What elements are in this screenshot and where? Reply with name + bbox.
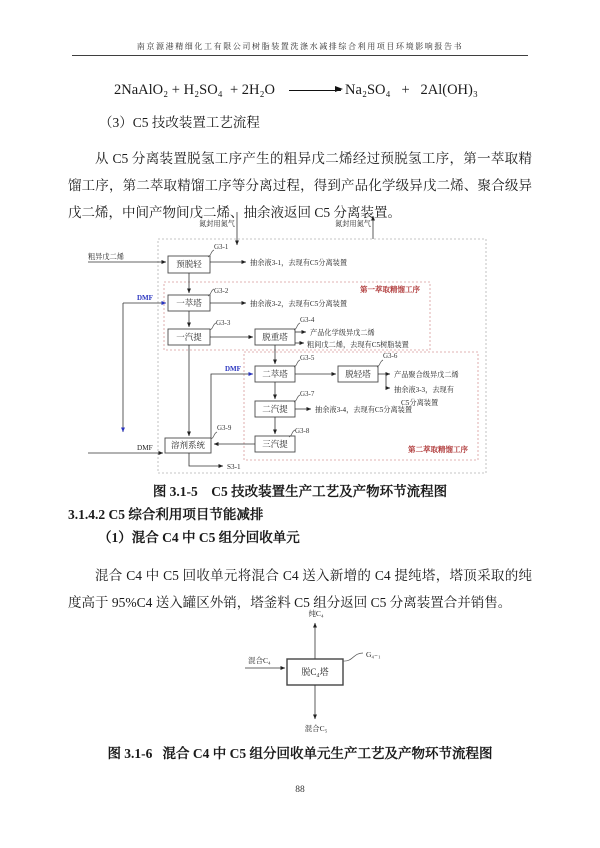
- nitrogen-seal-right: [335, 216, 373, 239]
- raffinate-3-4-label: 抽余液3-4，去现有C5分离装置: [315, 406, 413, 414]
- box-delight-tower: [338, 366, 378, 382]
- header-rule: [72, 55, 528, 56]
- report-header-title: 南京源港精细化工有限公司树脂装置洗涤水减排综合利用项目环境影响报告书: [136, 42, 464, 51]
- crude-isoprene-label: 粗异戊二烯: [88, 253, 124, 261]
- c4-recovery-diagram: [200, 600, 450, 740]
- second-extraction-region-label: 第二萃取精馏工序: [408, 445, 468, 454]
- raffinate-3-2-label: 抽余液3-2，去现有C5分离装置: [250, 300, 348, 308]
- stream-pure-c4: [308, 608, 324, 659]
- equation-lhs: 2NaAlO₂ + H₂SO₄ + 2H₂O: [114, 82, 276, 98]
- heading-process-flow: （3）C5 技改装置工艺流程: [99, 115, 260, 130]
- tag-g3-6-label: G3-6: [383, 352, 398, 360]
- pure-c4-label: 纯C₄: [308, 609, 324, 618]
- s3-1-label: S3-1: [227, 463, 241, 471]
- figure-3-1-5-caption: 图 3.1-5 C5 技改装置生产工艺及产物环节流程图: [152, 484, 448, 499]
- heading-c4-unit: （1）混合 C4 中 C5 组分回收单元: [98, 530, 300, 545]
- tag-g3-1: [208, 243, 229, 257]
- chemical-equation: [114, 82, 478, 99]
- tag-g4-1: [343, 650, 381, 661]
- box-solvent-system-label: 溶剂系统: [170, 440, 206, 450]
- box-extraction-tower-1-label: 一萃塔: [176, 298, 202, 308]
- box-pre-delight-label: 预脱轻: [176, 259, 202, 269]
- paragraph-c5-process: 从 C5 分离装置脱氢工序产生的粗异戊二烯经过预脱氢工序，第一萃取精馏工序，第二萃取精馏工序等分离过程，得到产品化学级异戊二烯、聚合级异戊二烯，中间产物间戊二烯、抽余液返回 C5 分离装置。: [68, 150, 532, 220]
- first-extraction-region-label: 第一萃取精馏工序: [360, 285, 420, 294]
- box-stripper-3-label: 三汽提: [262, 439, 288, 449]
- crude-isoprene-feed: [88, 252, 166, 262]
- reaction-arrow: [289, 90, 341, 91]
- mixed-c4-label: 混合C₄: [248, 656, 271, 665]
- box-extraction-tower-2-label: 二萃塔: [262, 369, 288, 379]
- stream-mixed-c5: [305, 685, 328, 733]
- tag-g3-6: [377, 352, 398, 367]
- tag-g4-1-label: G₄₋₁: [366, 650, 381, 659]
- paragraph-c4-recovery: 混合 C4 中 C5 回收单元将混合 C4 送入新增的 C4 提纯塔，塔顶采取的纯度高于 95%C4 送入罐区外销，塔釜料 C5 组分返回 C5 分离装置合并销售。: [68, 567, 532, 610]
- stream-mixed-c4: [245, 655, 285, 668]
- nitrogen-seal-right-label: 氮封用氮气: [335, 220, 371, 228]
- box-de-c4-tower: [287, 659, 343, 685]
- dmf-label-2: DMF: [225, 365, 241, 373]
- page-number: 88: [295, 785, 305, 795]
- tag-g3-9-label: G3-9: [217, 424, 232, 432]
- raffinate-3-3-label-line2: C5分离装置: [401, 399, 439, 407]
- tag-g3-3-label: G3-3: [216, 319, 231, 327]
- figure-3-1-6-caption: 图 3.1-6 混合 C4 中 C5 组分回收单元生产工艺及产物环节流程图: [107, 746, 493, 761]
- crude-piperylene-label: 粗间戊二烯，去现有C5树脂装置: [307, 341, 409, 349]
- stream-raffinate-3-2: [210, 299, 347, 309]
- dmf-feed-solvent: [88, 444, 163, 453]
- tag-g3-2: [208, 287, 229, 296]
- stream-chemical-grade-isoprene: [295, 328, 375, 337]
- stream-polymer-grade-isoprene: [378, 370, 459, 379]
- mixed-c5-label: 混合C₅: [304, 724, 328, 733]
- stream-s3-1: [189, 453, 241, 471]
- nitrogen-seal-left-label: 氮封用氮气: [199, 220, 235, 228]
- stream-raffinate-3-4: [295, 405, 412, 415]
- raffinate-3-3-label-line1: 抽余液3-3，去现有: [394, 386, 454, 394]
- tag-g3-4: [294, 316, 315, 330]
- dmf-label-1: DMF: [137, 294, 153, 302]
- tag-g3-8-label: G3-8: [295, 427, 310, 435]
- dmf-label-3: DMF: [137, 444, 153, 452]
- c5-flow-diagram: [80, 210, 500, 482]
- polymer-grade-isoprene-label: 产品聚合级异戊二烯: [394, 371, 459, 379]
- equation-rhs: Na₂SO₄ + 2Al(OH)₃: [345, 82, 478, 98]
- tag-g3-9: [211, 424, 232, 439]
- tag-g3-7: [294, 390, 315, 402]
- box-stripper-1: [168, 329, 210, 345]
- box-delight-tower-label: 脱轻塔: [345, 369, 371, 379]
- box-extraction-tower-2: [255, 366, 295, 382]
- box-deheavy-tower: [255, 329, 295, 345]
- box-stripper-1-label: 一汽提: [176, 332, 202, 342]
- box-stripper-2-label: 二汽提: [262, 404, 288, 414]
- chemical-grade-isoprene-label: 产品化学级异戊二烯: [310, 329, 375, 337]
- tag-g3-3: [210, 319, 231, 330]
- box-deheavy-tower-label: 脱重塔: [262, 332, 288, 342]
- box-solvent-system: [165, 438, 211, 453]
- box-pre-delight: [168, 256, 210, 273]
- tag-g3-2-label: G3-2: [214, 287, 229, 295]
- raffinate-3-1-label: 抽余液3-1，去现有C5分离装置: [250, 259, 348, 267]
- box-stripper-2: [255, 401, 295, 417]
- stream-raffinate-3-1: [210, 258, 347, 268]
- box-extraction-tower-1: [168, 295, 210, 311]
- box-de-c4-tower-label: 脱C₄塔: [301, 667, 329, 677]
- nitrogen-seal-left: [199, 212, 237, 245]
- stream-crude-piperylene: [295, 340, 409, 350]
- box-stripper-3: [255, 436, 295, 452]
- tag-g3-1-label: G3-1: [214, 243, 229, 251]
- tag-g3-8: [289, 427, 310, 437]
- tag-g3-4-label: G3-4: [300, 316, 315, 324]
- tag-g3-5-label: G3-5: [300, 354, 315, 362]
- heading-3-1-4-2: 3.1.4.2 C5 综合利用项目节能减排: [68, 507, 264, 522]
- tag-g3-5: [294, 354, 315, 367]
- dmf-feed-ex1: [123, 294, 166, 432]
- tag-g3-7-label: G3-7: [300, 390, 315, 398]
